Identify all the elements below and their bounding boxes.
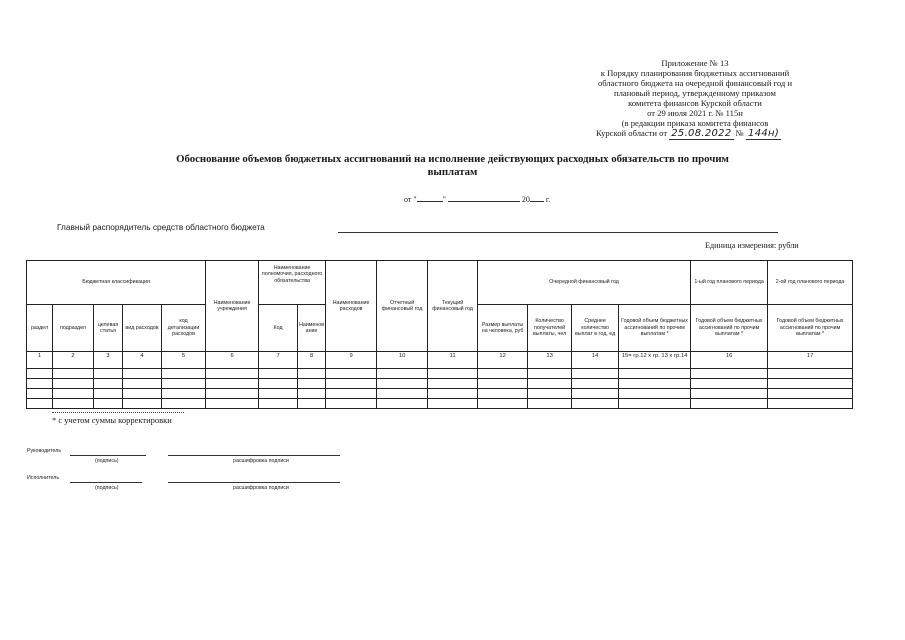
executor-label: Исполнитель xyxy=(27,475,60,481)
appendix-block xyxy=(560,58,830,139)
table-cell[interactable] xyxy=(206,379,259,389)
table-cell[interactable] xyxy=(162,399,206,409)
table-cell[interactable] xyxy=(377,389,428,399)
annual-volume-header: Годовой объем бюджетных ассигнований по прочим выплатам * xyxy=(619,305,691,352)
table-cell[interactable] xyxy=(94,399,123,409)
column-number: 15= гр.12 х гр. 13 х гр.14 xyxy=(619,352,691,369)
column-number: 11 xyxy=(428,352,478,369)
table-cell[interactable] xyxy=(259,369,298,379)
table-cell[interactable] xyxy=(691,369,768,379)
unit-label: Единица измерения: рубли xyxy=(705,241,799,250)
date-mid: " xyxy=(442,195,446,204)
column-number: 6 xyxy=(206,352,259,369)
head-signature-field[interactable] xyxy=(70,455,146,456)
table-cell[interactable] xyxy=(478,399,528,409)
column-number: 10 xyxy=(377,352,428,369)
table-cell[interactable] xyxy=(94,369,123,379)
table-cell[interactable] xyxy=(123,399,162,409)
current-year-header: Текущий финансовый год xyxy=(428,261,478,352)
executor-decoding-field[interactable] xyxy=(168,482,340,483)
column-number: 7 xyxy=(259,352,298,369)
column-number: 8 xyxy=(298,352,326,369)
obligation-header: Наименование полномочия, расходного обязательства xyxy=(259,261,326,305)
table-cell[interactable] xyxy=(298,369,326,379)
table-cell[interactable] xyxy=(326,399,377,409)
table-cell[interactable] xyxy=(428,369,478,379)
table-cell[interactable] xyxy=(572,389,619,399)
table-cell[interactable] xyxy=(619,399,691,409)
table-cell[interactable] xyxy=(528,389,572,399)
signature-caption: (подпись) xyxy=(95,458,119,464)
table-cell[interactable] xyxy=(572,379,619,389)
edition-number-prefix: № xyxy=(735,128,744,138)
table-cell[interactable] xyxy=(206,369,259,379)
name-header: Наименов ание xyxy=(298,305,326,352)
table-cell[interactable] xyxy=(298,379,326,389)
table-row xyxy=(27,389,853,399)
table-cell[interactable] xyxy=(27,369,53,379)
table-cell[interactable] xyxy=(768,399,853,409)
table-cell[interactable] xyxy=(206,389,259,399)
table-cell[interactable] xyxy=(206,399,259,409)
budget-classification-header: Бюджетная классификация xyxy=(27,261,206,305)
date-line xyxy=(404,193,550,204)
expense-type-header: вид расходов xyxy=(123,305,162,352)
table-row xyxy=(27,369,853,379)
table-cell[interactable] xyxy=(259,389,298,399)
code-header: Код xyxy=(259,305,298,352)
table-cell[interactable] xyxy=(326,389,377,399)
table-cell[interactable] xyxy=(162,379,206,389)
table-cell[interactable] xyxy=(259,379,298,389)
table-cell[interactable] xyxy=(162,389,206,399)
table-cell[interactable] xyxy=(572,399,619,409)
target-item-header: целевая статья xyxy=(94,305,123,352)
payment-per-person-header: Размер выплаты на человека, руб xyxy=(478,305,528,352)
table-cell[interactable] xyxy=(478,389,528,399)
section-header: раздел xyxy=(27,305,53,352)
table-cell[interactable] xyxy=(123,379,162,389)
table-cell[interactable] xyxy=(53,389,94,399)
decoding-caption: расшифровка подписи xyxy=(233,485,289,491)
table-cell[interactable] xyxy=(259,399,298,409)
appendix-line: от 29 июля 2021 г. № 115н xyxy=(647,108,743,118)
plan-year-1-header: 1-ый год планового периода xyxy=(691,261,768,305)
institution-name-header: Наименование учреждения xyxy=(206,261,259,352)
column-number: 4 xyxy=(123,352,162,369)
table-cell[interactable] xyxy=(691,389,768,399)
table-cell[interactable] xyxy=(768,369,853,379)
table-cell[interactable] xyxy=(478,369,528,379)
table-cell[interactable] xyxy=(619,369,691,379)
table-cell[interactable] xyxy=(619,379,691,389)
table-cell[interactable] xyxy=(94,379,123,389)
table-cell[interactable] xyxy=(377,369,428,379)
table-cell[interactable] xyxy=(162,369,206,379)
column-number: 14 xyxy=(572,352,619,369)
column-number: 3 xyxy=(94,352,123,369)
edition-prefix: Курской области от xyxy=(596,128,668,138)
table-cell[interactable] xyxy=(528,379,572,389)
avg-count-header: Среднее количество выплат в год, ед xyxy=(572,305,619,352)
signature-caption: (подпись) xyxy=(95,485,119,491)
table-cell[interactable] xyxy=(326,369,377,379)
table-cell[interactable] xyxy=(53,369,94,379)
appropriations-table xyxy=(26,260,853,409)
table-cell[interactable] xyxy=(94,389,123,399)
table-cell[interactable] xyxy=(691,399,768,409)
date-suffix: г. xyxy=(545,195,551,204)
table-row xyxy=(27,379,853,389)
edition-date: 25.08.2022 xyxy=(671,128,732,139)
column-number: 16 xyxy=(691,352,768,369)
edition-line xyxy=(560,128,830,139)
table-cell[interactable] xyxy=(572,369,619,379)
column-number: 5 xyxy=(162,352,206,369)
appendix-line: комитета финансов Курской области xyxy=(628,98,762,108)
date-prefix: от " xyxy=(404,195,417,204)
expense-name-header: Наименование расходов xyxy=(326,261,377,352)
table-cell[interactable] xyxy=(27,379,53,389)
table-cell[interactable] xyxy=(123,369,162,379)
table-cell[interactable] xyxy=(377,379,428,389)
distributor-field[interactable] xyxy=(338,232,778,233)
table-cell[interactable] xyxy=(27,389,53,399)
reporting-year-header: Отчетный финансовый год xyxy=(377,261,428,352)
table-cell[interactable] xyxy=(377,399,428,409)
table-cell[interactable] xyxy=(691,379,768,389)
table-cell[interactable] xyxy=(528,369,572,379)
detail-code-header: код детализации расходов xyxy=(162,305,206,352)
table-cell[interactable] xyxy=(53,399,94,409)
document-title: Обоснование объемов бюджетных ассигнований на исполнение действующих расходных обязательств по прочим выплатам xyxy=(176,153,729,178)
year-blank[interactable] xyxy=(530,193,544,202)
table-cell[interactable] xyxy=(123,389,162,399)
head-decoding-field[interactable] xyxy=(168,455,340,456)
column-number: 1 xyxy=(27,352,53,369)
annual-volume-p1-header: Годовой объем бюджетных ассигнований по прочим выплатам * xyxy=(691,305,768,352)
month-blank[interactable] xyxy=(448,193,520,202)
column-number: 12 xyxy=(478,352,528,369)
distributor-label: Главный распорядитель средств областного бюджета xyxy=(57,222,265,232)
footnote: * с учетом суммы корректировки xyxy=(52,415,172,425)
table-cell[interactable] xyxy=(768,389,853,399)
appendix-line: (в редакции приказа комитета финансов xyxy=(621,118,769,128)
executor-signature-field[interactable] xyxy=(70,482,142,483)
head-label: Руководитель xyxy=(27,448,62,454)
annual-volume-p2-header: Годовой объем бюджетных ассигнований по прочим выплатам * xyxy=(768,305,853,352)
recipients-count-header: Количество получателей выплаты, чел xyxy=(528,305,572,352)
table-row xyxy=(27,399,853,409)
column-number: 2 xyxy=(53,352,94,369)
year-prefix: 20 xyxy=(521,195,530,204)
table-cell[interactable] xyxy=(768,379,853,389)
table-cell[interactable] xyxy=(428,399,478,409)
plan-year-2-header: 2-ой год планового периода xyxy=(768,261,853,305)
table-cell[interactable] xyxy=(619,389,691,399)
column-number-row xyxy=(27,352,853,369)
edition-number: 144н) xyxy=(748,128,780,139)
column-number: 17 xyxy=(768,352,853,369)
day-blank[interactable] xyxy=(417,193,443,202)
table-cell[interactable] xyxy=(478,379,528,389)
column-number: 13 xyxy=(528,352,572,369)
table-cell[interactable] xyxy=(53,379,94,389)
decoding-caption: расшифровка подписи xyxy=(233,458,289,464)
header-row-1 xyxy=(27,261,853,305)
appendix-line: областного бюджета на очередной финансовый год и xyxy=(597,78,793,88)
table-cell[interactable] xyxy=(428,379,478,389)
table-cell[interactable] xyxy=(298,399,326,409)
footnote-separator xyxy=(52,412,184,413)
table-cell[interactable] xyxy=(298,389,326,399)
appendix-line: к Порядку планирования бюджетных ассигнований xyxy=(600,68,790,78)
next-year-header: Очередной финансовый год xyxy=(478,261,691,305)
appendix-line: Приложение № 13 xyxy=(661,58,729,68)
column-number: 9 xyxy=(326,352,377,369)
subsection-header: подраздел xyxy=(53,305,94,352)
table-cell[interactable] xyxy=(27,399,53,409)
appendix-line: плановый период, утвержденному приказом xyxy=(614,88,776,98)
table-cell[interactable] xyxy=(428,389,478,399)
table-cell[interactable] xyxy=(326,379,377,389)
table-cell[interactable] xyxy=(528,399,572,409)
